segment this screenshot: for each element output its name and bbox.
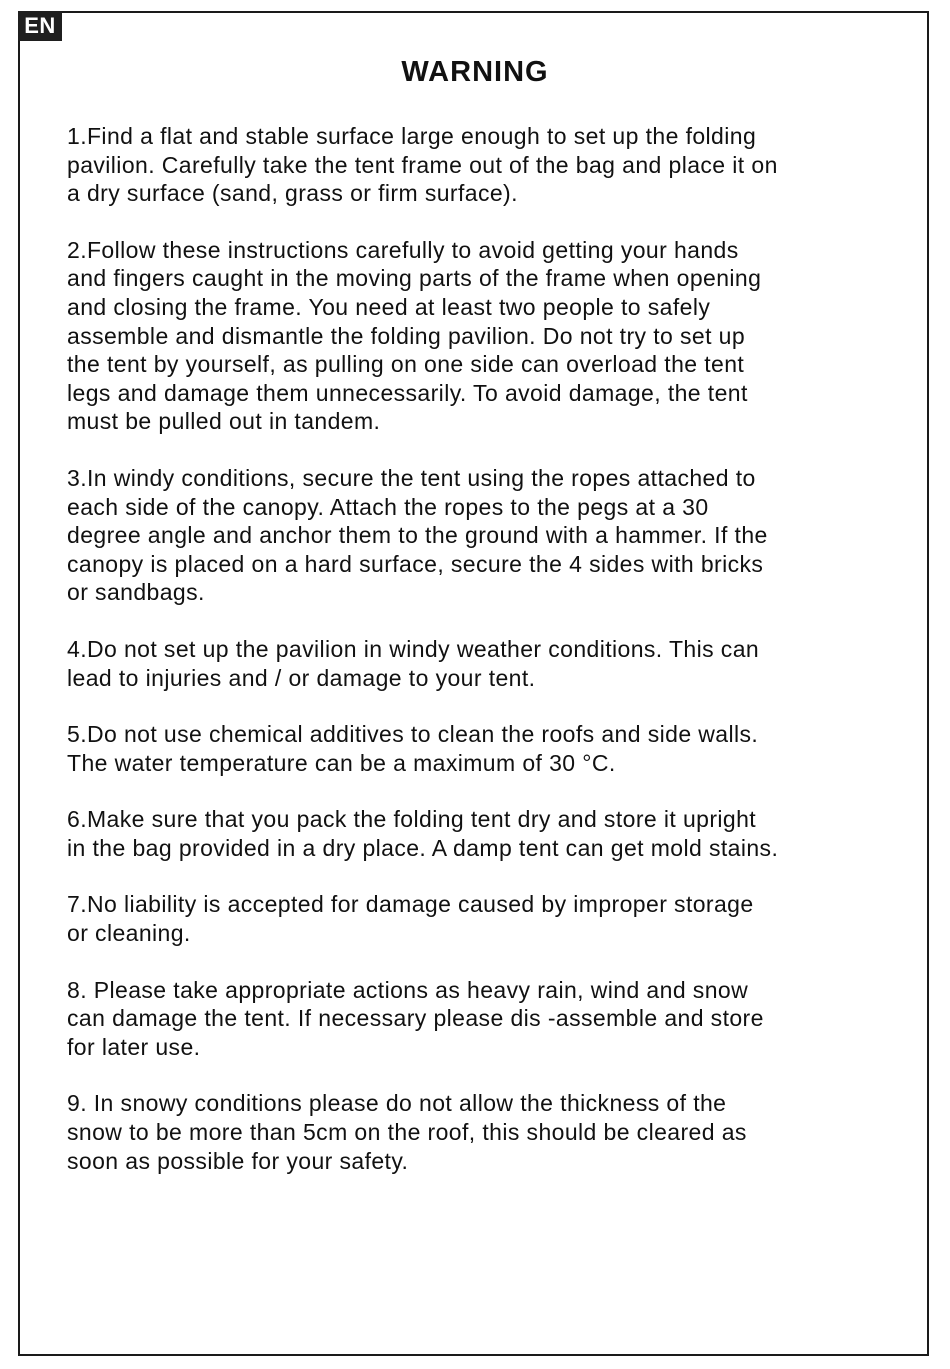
warning-item-8: 8. Please take appropriate actions as heavy rain, wind and snow can damage the tent. If necessary please dis -assemble and store for later use.	[67, 976, 764, 1060]
warning-item-3: 3.In windy conditions, secure the tent using the ropes attached to each side of the canopy. Attach the ropes to the pegs at a 30 degree angle and anchor them to the ground with a hammer. If the canopy is placed on a hard surface, secure the 4 sides with bricks or sandbags.	[67, 464, 768, 606]
warning-list	[67, 122, 897, 1203]
page-title: WARNING	[401, 56, 549, 88]
warning-item-7: 7.No liability is accepted for damage caused by improper storage or cleaning.	[67, 891, 754, 947]
warning-item-2: 2.Follow these instructions carefully to avoid getting your hands and fingers caught in the moving parts of the frame when opening and closing the frame. You need at least two people to safely assemble and dismantle the folding pavilion. Do not try to set up the tent by yourself, as pulling on one side can overload the tent legs and damage them unnecessarily. To avoid damage, the tent must be pulled out in tandem.	[67, 236, 762, 435]
warning-item-4: 4.Do not set up the pavilion in windy weather conditions. This can lead to injuries and / or damage to your tent.	[67, 635, 760, 691]
warning-item-6: 6.Make sure that you pack the folding tent dry and store it upright in the bag provided in a dry place. A damp tent can get mold stains.	[67, 806, 779, 861]
warning-item-9: 9. In snowy conditions please do not allow the thickness of the snow to be more than 5cm on the roof, this should be cleared as soon as possible for your safety.	[67, 1090, 747, 1174]
language-badge: EN	[18, 11, 62, 41]
warning-item-1: 1.Find a flat and stable surface large enough to set up the folding pavilion. Carefully take the tent frame out of the bag and place it on a dry surface (sand, grass or firm surface).	[67, 123, 778, 207]
warning-item-5: 5.Do not use chemical additives to clean the roofs and side walls. The water temperature can be a maximum of 30 °C.	[67, 721, 759, 776]
